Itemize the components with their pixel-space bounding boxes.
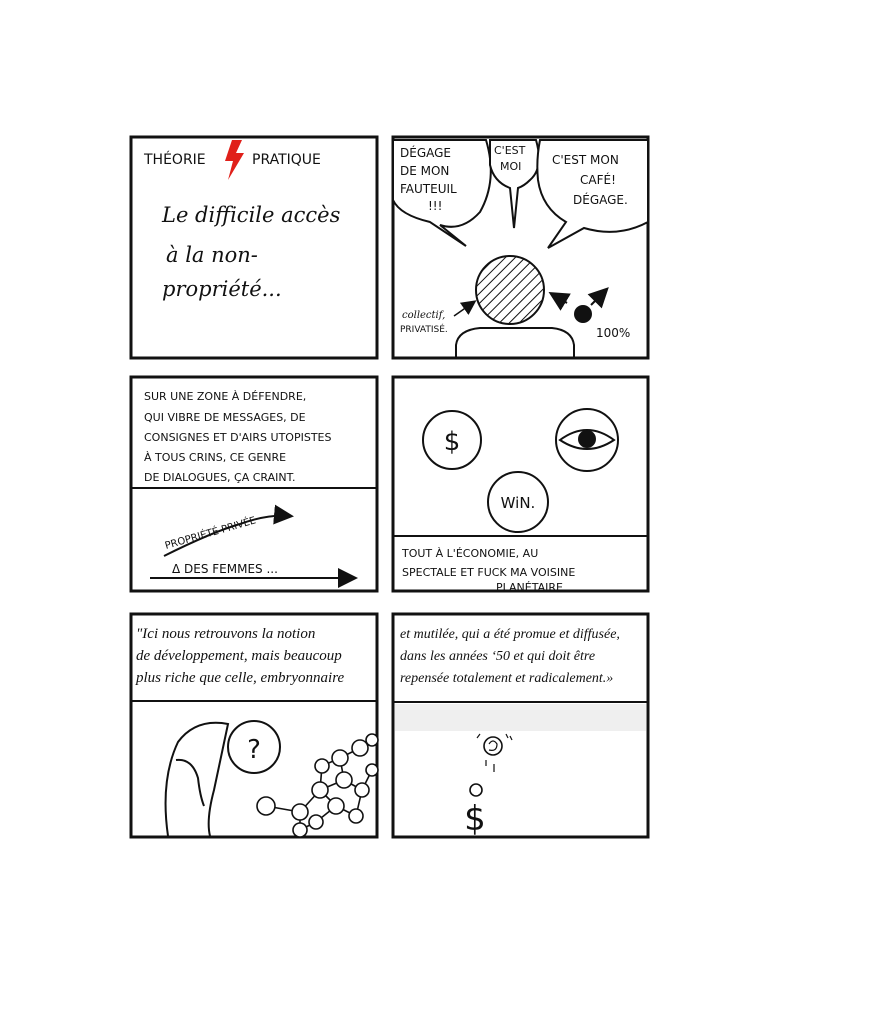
panel-5 <box>131 614 378 837</box>
quote-right-line-1: et mutilée, qui a été promue et diffusée, <box>400 627 620 642</box>
curve-label: PROPRIÉTÉ PRIVÉE <box>163 515 258 552</box>
zad-line-2: QUI VIBRE DE MESSAGES, DE <box>144 411 306 424</box>
bubble-mid-line-2: MOI <box>500 160 522 173</box>
bubble-left-line-2: DE MON <box>400 164 450 178</box>
women-label: Δ DES FEMMES ... <box>172 562 278 576</box>
dollar-sign: $ <box>443 427 461 457</box>
quote-left-line-3: plus riche que celle, embryonnaire <box>136 670 345 686</box>
economy-line-1: TOUT À L'ÉCONOMIE, AU <box>402 547 539 560</box>
tossed-coin <box>484 737 502 755</box>
panel-4 <box>393 377 648 594</box>
pratique-label: PRATIQUE <box>252 152 321 168</box>
collectif-label: collectif, <box>402 310 446 321</box>
panel-2 <box>393 137 648 358</box>
percent-label: 100% <box>596 326 631 340</box>
zad-line-5: DE DIALOGUES, ÇA CRAINT. <box>144 471 296 484</box>
zad-line-3: CONSIGNES ET D'AIRS UTOPISTES <box>144 431 332 444</box>
bubble-left-line-1: DÉGAGE <box>400 146 451 160</box>
bubble-right-line-2: CAFÉ! <box>580 173 616 187</box>
bubble-mid-line-1: C'EST <box>494 144 526 157</box>
quote-left-line-1: "Ici nous retrouvons la notion <box>136 626 316 642</box>
bubble-left-line-3: FAUTEUIL <box>400 182 457 196</box>
economy-line-2: SPECTALE ET FUCK MA VOISINE <box>402 566 576 579</box>
win-label: WiN. <box>500 494 536 512</box>
zad-line-1: SUR UNE ZONE À DÉFENDRE, <box>144 390 307 403</box>
dollar-figure: $ <box>464 799 486 839</box>
script-line-1: Le difficile accès <box>162 203 341 227</box>
theorie-label: THÉORIE <box>144 152 206 168</box>
question-mark: ? <box>247 735 261 765</box>
panel-1 <box>131 137 377 358</box>
hatched-head <box>476 256 544 324</box>
quote-right-line-3: repensée totalement et radicalement.» <box>400 671 614 686</box>
bubble-right-line-1: C'EST MON <box>552 153 619 167</box>
panel-3 <box>131 377 377 591</box>
privatise-label: PRIVATISÉ. <box>400 325 448 335</box>
script-line-2: à la non- <box>166 243 258 267</box>
small-figure-head <box>470 784 482 796</box>
quote-right-line-2: dans les années ‘50 et qui doit être <box>400 649 596 664</box>
quote-left-line-2: de développement, mais beaucoup <box>136 648 342 664</box>
black-ball <box>574 305 592 323</box>
bubble-left-line-4: !!! <box>428 199 443 213</box>
bubble-right-line-3: DÉGAGE. <box>573 193 628 207</box>
zad-line-4: À TOUS CRINS, CE GENRE <box>144 451 287 464</box>
gray-band <box>395 704 646 731</box>
script-line-3: propriété... <box>162 277 282 301</box>
panel-6 <box>393 614 648 839</box>
economy-line-3: PLANÉTAIRE. <box>496 581 567 594</box>
